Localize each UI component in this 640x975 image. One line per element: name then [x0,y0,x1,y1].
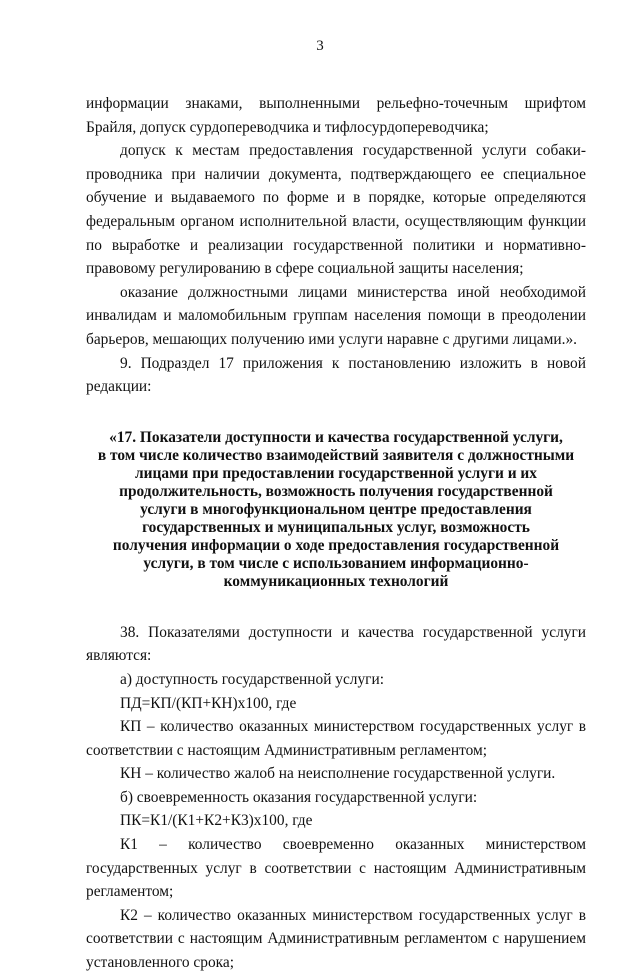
definition-kn: КН – количество жалоб на неисполнение государственной услуги. [120,765,556,783]
heading-line: продолжительность, возможность получения государственной [119,482,553,500]
heading-line: получения информации о ходе предоставления государственной [112,536,560,554]
heading-line: услуги, в том числе с использованием информационно- [143,554,529,572]
heading-line: государственных и муниципальных услуг, возможность [142,518,530,536]
paragraph-indicators: 38. Показателями доступности и качества государственной услуги являются: [86,623,586,665]
heading-line: коммуникационных технологий [223,572,449,590]
document-body [86,92,586,975]
paragraph-assistance: оказание должностными лицами министерства иной необходимой инвалидам и маломобильным группам населения помощи в преодолении барьеров, мешающих получению ими услуги наравне с другими лицами.». [86,283,586,348]
paragraph-braille: информации знаками, выполненными рельефно-точечным шрифтом Брайля, допуск сурдопереводчика и тифлосурдопереводчика; [86,95,586,136]
page-number: 3 [316,38,324,54]
heading-line: «17. Показатели доступности и качества государственной услуги, [109,428,563,446]
section-heading [86,429,586,591]
formula-pd: ПД=КП/(КП+КН)х100, где [120,694,297,712]
formula-pk: ПК=К1/(К1+К2+К3)х100, где [120,812,313,830]
definition-kp: КП – количество оказанных министерством государственных услуг в соответствии с настоящим Административным регламентом; [86,718,586,759]
paragraph-guide-dog: допуск к местам предоставления государственной услуги собаки-проводника при наличии документа, подтверждающего ее специальное обучение и выдаваемого по форме и в порядке, которые определяются федеральным органом исполнительной власти, осуществляющим функции по выработке и реализации государственной политики и нормативно-правовому регулированию в сфере социальной защиты населения; [86,142,586,278]
heading-line: в том числе количество взаимодействий заявителя с должностными [97,446,575,464]
definition-k1: К1 – количество своевременно оказанных министерством государственных услуг в соответствии с настоящим Административным регламентом; [86,836,586,901]
paragraph-timeliness: б) своевременность оказания государственной услуги: [120,788,478,806]
heading-line: лицами при предоставлении государственной услуги и их [135,464,537,482]
definition-k2: К2 – количество оказанных министерством государственных услуг в соответствии с настоящим Административным регламентом с нарушением установленного срока; [86,906,586,972]
heading-line: услуги в многофункциональном центре предоставления [140,500,532,518]
paragraph-accessibility: а) доступность государственной услуги: [120,670,384,688]
paragraph-amendment: 9. Подраздел 17 приложения к постановлению изложить в новой редакции: [86,354,586,396]
